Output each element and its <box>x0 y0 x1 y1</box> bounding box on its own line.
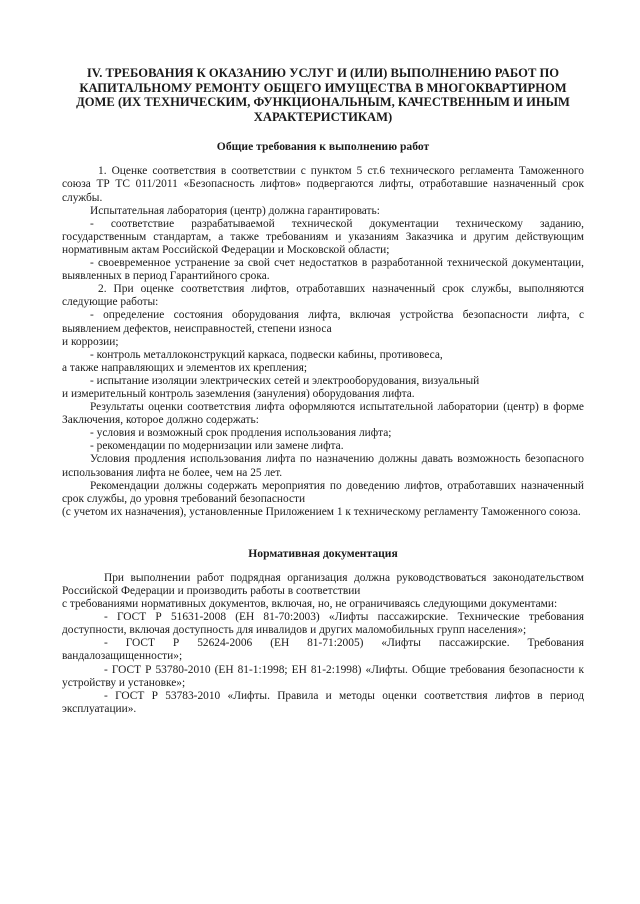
paragraph: а также направляющих и элементов их крепления; <box>62 361 307 374</box>
paragraph: Испытательная лаборатория (центр) должна гарантировать: <box>90 204 380 217</box>
paragraph: 1. Оценке соответствия в соответствии с пунктом 5 ст.6 технического регламента Таможенного союза ТР ТС 011/2011 «Безопасность лифтов» подвергаются лифты, отработавшие назначенный срок службы. <box>62 165 584 204</box>
paragraph: - соответствие разрабатываемой технической документации техническому заданию, государственным стандартам, а также требованиям и указаниям Заказчика и другим действующим нормативным актам Российской Федерации и Московской области; <box>62 217 584 256</box>
section-heading-normative: Нормативная документация <box>248 546 398 560</box>
paragraph: Условия продления использования лифта по назначению должны давать возможность безопасного использования лифта не более, чем на 25 лет. <box>62 453 584 479</box>
paragraph: и измерительный контроль заземления (зануления) оборудования лифта. <box>62 387 415 400</box>
paragraph: - испытание изоляции электрических сетей и электрооборудования, визуальный <box>90 374 480 387</box>
paragraph: - ГОСТ Р 53783-2010 «Лифты. Правила и методы оценки соответствия лифтов в период эксплуатации». <box>62 689 584 715</box>
paragraph: - ГОСТ Р 53780-2010 (ЕН 81-1:1998; ЕН 81-2:1998) «Лифты. Общие требования безопасности к устройству и установке»; <box>62 663 584 689</box>
paragraph: При выполнении работ подрядная организация должна руководствоваться законодательством Российской Федерации и производить работы в соответствии <box>62 571 584 597</box>
document-title: IV. ТРЕБОВАНИЯ К ОКАЗАНИЮ УСЛУГ И (ИЛИ) ВЫПОЛНЕНИЮ РАБОТ ПО КАПИТАЛЬНОМУ РЕМОНТУ ОБЩЕГО ИМУЩЕСТВА В МНОГОКВАРТИРНОМ ДОМЕ (ИХ ТЕХНИЧЕСКИМ, ФУНКЦИОНАЛЬНЫМ, КАЧЕСТВЕННЫМ И ИНЫМ ХАРАКТЕРИСТИКАМ) <box>76 66 570 124</box>
paragraph: Результаты оценки соответствия лифта оформляются испытательной лаборатории (центр) в форме Заключения, которое должно содержать: <box>62 401 584 427</box>
paragraph: - условия и возможный срок продления использования лифта; <box>90 427 392 440</box>
paragraph: 2. При оценке соответствия лифтов, отработавших назначенный срок службы, выполняются следующие работы: <box>62 283 584 309</box>
paragraph: - своевременное устранение за свой счет недостатков в разработанной технической документации, выявленных в период Гарантийного срока. <box>62 257 584 283</box>
section-heading-general: Общие требования к выполнению работ <box>216 140 430 154</box>
paragraph: - ГОСТ Р 52624-2006 (ЕН 81-71:2005) «Лифты пассажирские. Требования вандалозащищенности»; <box>62 637 584 663</box>
paragraph: (с учетом их назначения), установленные Приложением 1 к техническому регламенту Таможенного союза. <box>62 505 581 518</box>
paragraph: - контроль металлоконструкций каркаса, подвески кабины, противовеса, <box>90 348 443 361</box>
paragraph: - рекомендации по модернизации или замене лифта. <box>90 440 344 453</box>
paragraph: - определение состояния оборудования лифта, включая устройства безопасности лифта, с выявлением дефектов, неисправностей, степени износа <box>62 309 584 335</box>
paragraph: и коррозии; <box>62 335 119 348</box>
paragraph: Рекомендации должны содержать мероприятия по доведению лифтов, отработавших назначенный срок службы, до уровня требований безопасности <box>62 479 584 505</box>
paragraph: с требованиями нормативных документов, включая, но, не ограничиваясь следующими документами: <box>62 598 558 611</box>
paragraph: - ГОСТ Р 51631-2008 (ЕН 81-70:2003) «Лифты пассажирские. Технические требования доступности, включая доступность для инвалидов и других маломобильных групп населения»; <box>62 611 584 637</box>
